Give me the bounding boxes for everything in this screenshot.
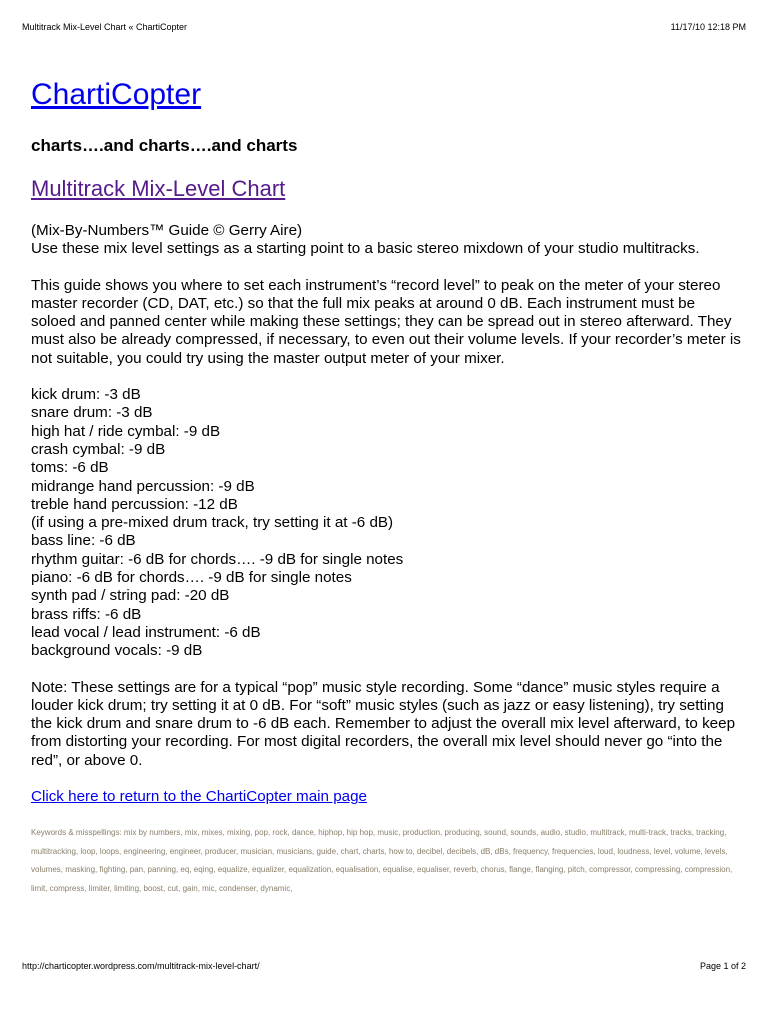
level-item: crash cymbal: -9 dB xyxy=(31,440,166,458)
level-item: background vocals: -9 dB xyxy=(31,642,203,660)
level-item: treble hand percussion: -12 dB xyxy=(31,495,238,513)
post-title-link[interactable]: Multitrack Mix-Level Chart xyxy=(31,176,286,201)
print-page-number: Page 1 of 2 xyxy=(699,961,746,971)
level-item: bass line: -6 dB xyxy=(31,532,136,550)
note-paragraph: Note: These settings are for a typical “pop” music style recording. Some “dance” music styles require a louder kick drum; try setting it at 0 dB. For “soft” music styles (such as jazz or easy listening), try setting the kick drum and snare drum to -6 dB each. Remember to adjust the overall mix level afterward, to keep from distorting your recording. For most digital recorders, the overall mix level should never go “into the red”, or above 0. xyxy=(31,678,736,769)
site-tagline: charts….and charts….and charts xyxy=(31,136,298,155)
level-item: high hat / ride cymbal: -9 dB xyxy=(31,422,221,440)
site-title-link[interactable]: ChartiCopter xyxy=(31,78,202,111)
print-url: http://charticopter.wordpress.com/multitrack-mix-level-chart/ xyxy=(22,961,260,971)
print-datetime: 11/17/10 12:18 PM xyxy=(670,22,746,32)
print-header xyxy=(22,22,746,32)
level-item: rhythm guitar: -6 dB for chords…. -9 dB for single notes xyxy=(31,550,404,568)
level-item: piano: -6 dB for chords…. -9 dB for single notes xyxy=(31,569,352,587)
page-content xyxy=(31,78,743,898)
level-item: midrange hand percussion: -9 dB xyxy=(31,477,255,495)
intro-block xyxy=(31,222,743,259)
guide-paragraph: This guide shows you where to set each instrument’s “record level” to peak on the meter of your stereo master recorder (CD, DAT, etc.) so that the full mix peaks at around 0 dB. Each instrument must be soloed and panned center while making these settings; they can be spread out in stereo afterward. They must also be already compressed, if necessary, to even out their volume levels. If your recorder’s meter is not suitable, you could try using the master output meter of your mixer. xyxy=(31,276,741,367)
level-item: (if using a pre-mixed drum track, try setting it at -6 dB) xyxy=(31,514,394,532)
mix-level-list xyxy=(31,386,743,660)
level-item: toms: -6 dB xyxy=(31,459,109,477)
intro-credit: (Mix-By-Numbers™ Guide © Gerry Aire) xyxy=(31,222,303,239)
level-item: lead vocal / lead instrument: -6 dB xyxy=(31,623,261,641)
print-footer xyxy=(22,961,746,971)
level-item: synth pad / string pad: -20 dB xyxy=(31,587,230,605)
level-item: brass riffs: -6 dB xyxy=(31,605,142,623)
level-item: snare drum: -3 dB xyxy=(31,404,153,422)
level-item: kick drum: -3 dB xyxy=(31,386,141,404)
print-page-title: Multitrack Mix-Level Chart « ChartiCopter xyxy=(22,22,188,32)
intro-text: Use these mix level settings as a starting point to a basic stereo mixdown of your studio multitracks. xyxy=(31,240,700,258)
return-main-page-link[interactable]: Click here to return to the ChartiCopter main page xyxy=(31,788,367,806)
keywords-text: Keywords & misspellings: mix by numbers, mix, mixes, mixing, pop, rock, dance, hiphop, hip hop, music, production, producing, sound, sounds, audio, studio, multitrack, multi-track, tracks, tracking, multitracking, loop, loops, engineering, engineer, producer, musician, musicians, guide, chart, charts, how to, decibel, decibels, dB, dBs, frequency, frequencies, loud, loudness, level, volume, levels, volumes, masking, fighting, pan, panning, eq, eqing, equalize, equalizer, equalization, equalisation, equalise, equaliser, reverb, chorus, flange, flanging, pitch, compressor, compressing, compression, limit, compress, limiter, limiting, boost, cut, gain, mic, condenser, dynamic, xyxy=(31,828,733,893)
